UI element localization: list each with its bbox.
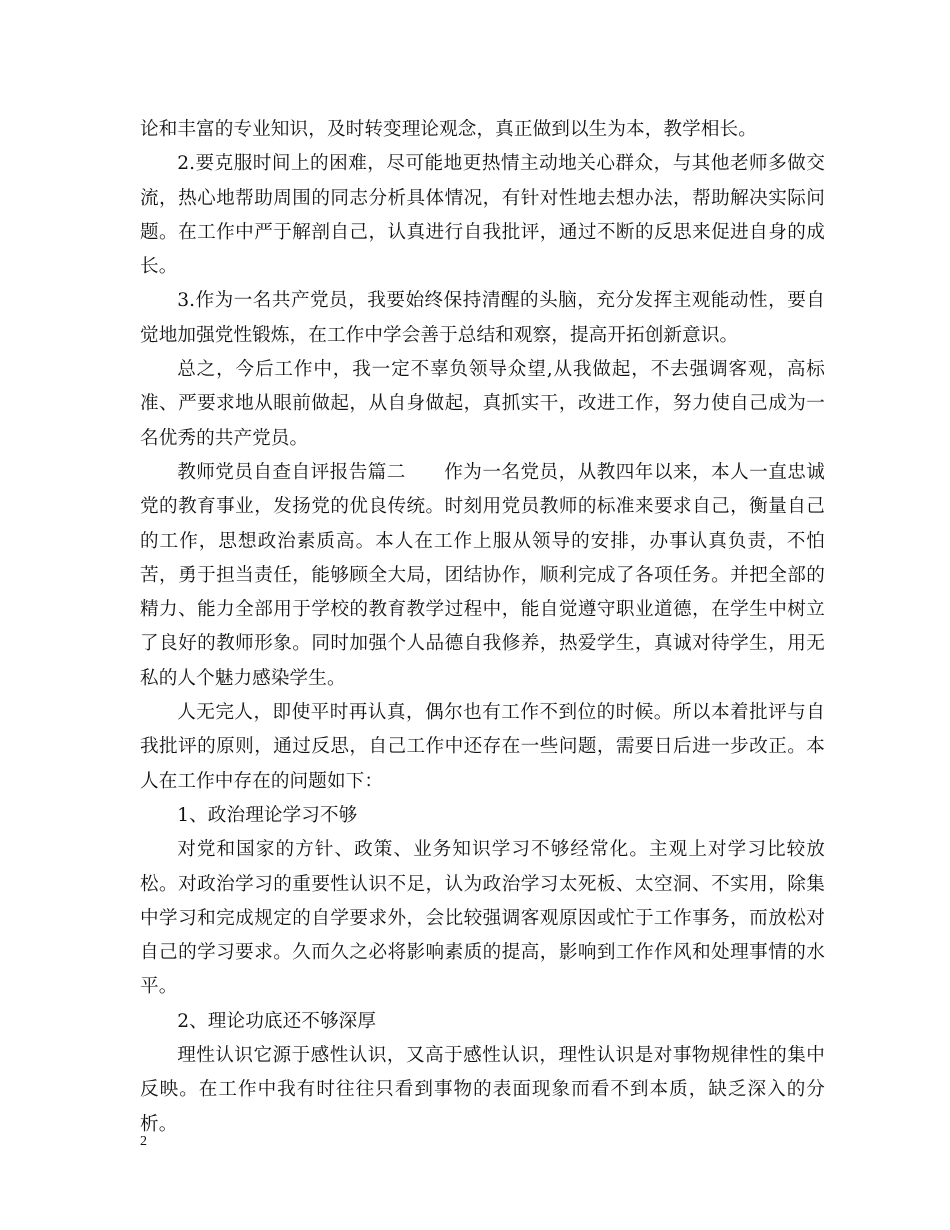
paragraph-continued: 论和丰富的专业知识，及时转变理论观念，真正做到以生为本，教学相长。: [140, 119, 757, 140]
paragraph-summary: 总之，今后工作中，我一定不辜负领导众望,从我做起，不去强调客观，高标准、严要求地从眼前做起，从自身做起，真抓实干，改进工作，努力使自己成为一名优秀的共产党员。: [140, 359, 825, 449]
paragraph-problems-intro: 人无完人，即使平时再认真，偶尔也有工作不到位的时候。所以本着批评与自我批评的原则，通过反思，自己工作中还存在一些问题，需要日后进一步改正。本人在工作中存在的问题如下：: [140, 702, 825, 792]
section-heading: 教师党员自查自评报告篇二: [177, 461, 406, 483]
paragraph-item-3: 3.作为一名共产党员，我要始终保持清醒的头脑，充分发挥主观能动性，要自觉地加强党性锻炼，在工作中学会善于总结和观察，提高开拓创新意识。: [140, 290, 825, 346]
paragraph-political-theory: 对党和国家的方针、政策、业务知识学习不够经常化。主观上对学习比较放松。对政治学习的重要性认识不足，认为政治学习太死板、太空洞、不实用，除集中学习和完成规定的自学要求外，会比较强调客观原因或忙于工作事务，而放松对自己的学习要求。久而久之必将影响素质的提高，影响到工作作风和处理事情的水平。: [140, 839, 825, 998]
section-text: 作为一名党员，从教四年以来，本人一直忠诚党的教育事业，发扬党的优良传统。时刻用党员教师的标准来要求自己，衡量自己的工作，思想政治素质高。本人在工作上服从领导的安排，办事认真负责，不怕苦，勇于担当责任，能够顾全大局，团结协作，顺利完成了各项任务。并把全部的精力、能力全部用于学校的教育教学过程中，能自觉遵守职业道德，在学生中树立了良好的教师形象。同时加强个人品德自我修养，热爱学生，真诚对待学生，用无私的人个魅力感染学生。: [140, 461, 825, 689]
page-number: 2: [140, 1134, 147, 1149]
subheading-theory-foundation: 2、理论功底还不够深厚: [177, 1010, 377, 1032]
paragraph-theory-foundation: 理性认识它源于感性认识，又高于感性认识，理性认识是对事物规律性的集中反映。在工作中我有时往往只看到事物的表面现象而看不到本质，缺乏深入的分析。: [140, 1045, 825, 1135]
section-paragraph: [140, 456, 825, 696]
paragraph-item-2: 2.要克服时间上的困难，尽可能地更热情主动地关心群众，与其他老师多做交流，热心地帮助周围的同志分析具体情况，有针对性地去想办法，帮助解决实际问题。在工作中严于解剖自己，认真进行自我批评，通过不断的反思来促进自身的成长。: [140, 153, 825, 278]
subheading-political-theory: 1、政治理论学习不够: [177, 804, 358, 826]
document-body: [140, 113, 825, 1142]
